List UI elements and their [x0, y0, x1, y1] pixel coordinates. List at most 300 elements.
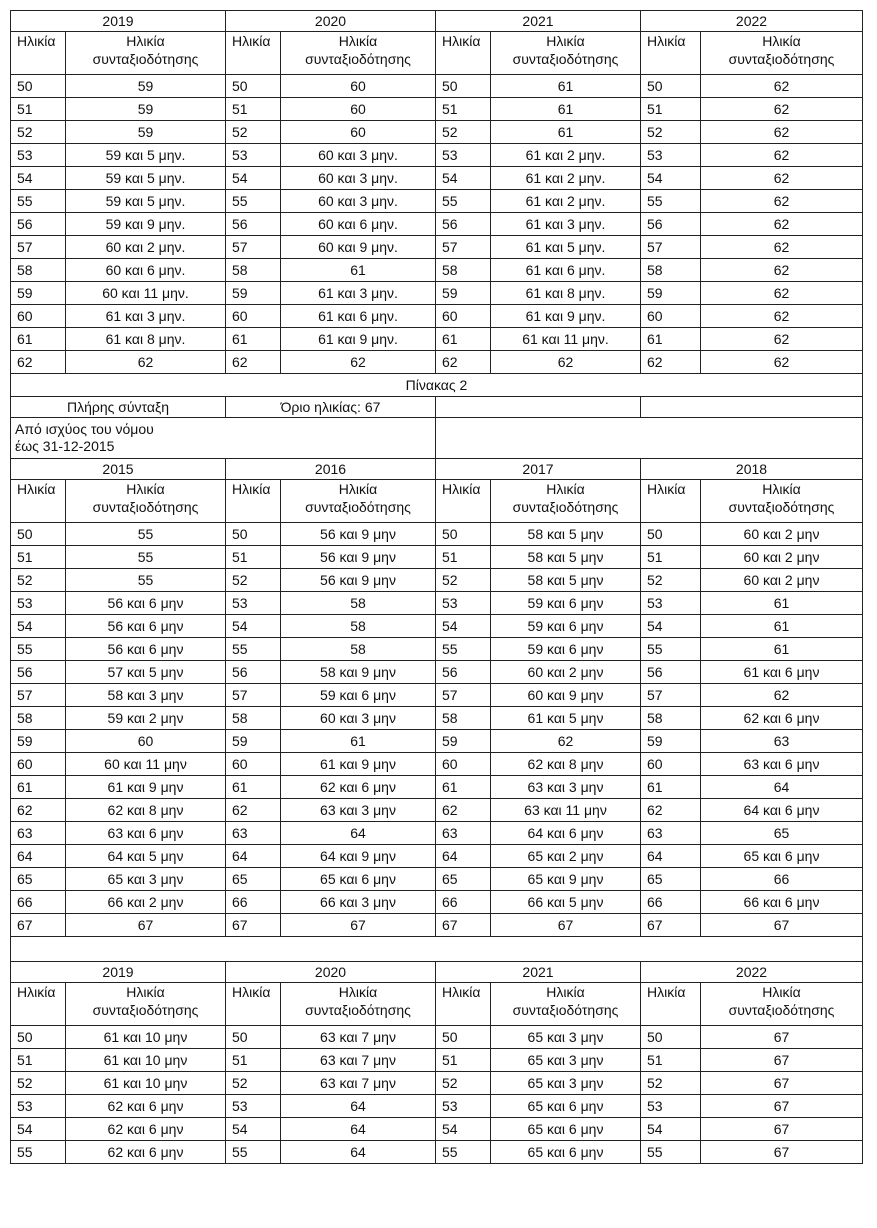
age-cell: 55 — [226, 1141, 281, 1164]
pension-age-cell: 65 και 9 μην — [491, 868, 641, 891]
pension-age-cell: 62 και 8 μην — [491, 753, 641, 776]
pension-age-cell: 59 και 5 μην. — [66, 167, 226, 190]
table2-validity-row — [11, 418, 863, 459]
table-row — [11, 914, 863, 937]
pension-age-cell: 61 και 6 μην. — [281, 305, 436, 328]
age-cell: 63 — [436, 822, 491, 845]
pension-age-cell: 61 και 3 μην. — [66, 305, 226, 328]
age-cell: 56 — [641, 661, 701, 684]
age-cell: 60 — [226, 305, 281, 328]
table-row — [11, 776, 863, 799]
age-cell: 60 — [11, 305, 66, 328]
pension-age-cell: 62 και 6 μην — [701, 707, 863, 730]
pension-age-cell: 62 — [701, 282, 863, 305]
age-cell: 51 — [436, 1049, 491, 1072]
age-cell: 61 — [11, 328, 66, 351]
column-header-pension-age — [491, 32, 641, 75]
empty-cell — [436, 397, 641, 418]
pension-age-cell: 57 και 5 μην — [66, 661, 226, 684]
pension-age-cell: 61 και 11 μην. — [491, 328, 641, 351]
pension-age-cell: 61 και 8 μην. — [491, 282, 641, 305]
pension-age-cell: 60 και 3 μην — [281, 707, 436, 730]
table-row — [11, 213, 863, 236]
age-cell: 67 — [641, 914, 701, 937]
age-cell: 50 — [226, 523, 281, 546]
pension-age-cell: 66 και 6 μην — [701, 891, 863, 914]
year-header: 2020 — [226, 11, 436, 32]
age-cell: 60 — [11, 753, 66, 776]
pension-age-cell: 62 και 6 μην — [66, 1095, 226, 1118]
age-cell: 58 — [436, 707, 491, 730]
validity-line: Από ισχύος του νόμου — [15, 421, 154, 437]
pension-age-cell: 65 και 6 μην — [701, 845, 863, 868]
pension-age-cell: 61 και 6 μην. — [491, 259, 641, 282]
header-line: Ηλικία — [546, 984, 585, 1000]
pension-age-cell: 65 και 3 μην — [491, 1049, 641, 1072]
age-cell: 63 — [641, 822, 701, 845]
pension-age-cell: 67 — [701, 1026, 863, 1049]
age-cell: 57 — [641, 684, 701, 707]
pension-age-cell: 58 — [281, 592, 436, 615]
age-cell: 52 — [11, 569, 66, 592]
age-cell: 55 — [11, 190, 66, 213]
age-cell: 62 — [436, 799, 491, 822]
table-row — [11, 351, 863, 374]
pension-age-cell: 67 — [701, 1049, 863, 1072]
column-header-age: Ηλικία — [226, 32, 281, 75]
pension-age-cell: 59 — [66, 75, 226, 98]
column-header-pension-age — [281, 480, 436, 523]
pension-age-cell: 58 και 5 μην — [491, 523, 641, 546]
age-cell: 57 — [641, 236, 701, 259]
age-cell: 57 — [226, 236, 281, 259]
header-line: Ηλικία — [126, 481, 165, 497]
column-header-pension-age — [66, 32, 226, 75]
pension-age-cell: 65 και 6 μην — [491, 1118, 641, 1141]
pension-age-cell: 61 και 10 μην — [66, 1049, 226, 1072]
pension-age-cell: 62 — [701, 328, 863, 351]
header-line: Ηλικία — [338, 481, 378, 497]
age-cell: 54 — [11, 615, 66, 638]
age-cell: 52 — [641, 1072, 701, 1095]
table-row — [11, 144, 863, 167]
table-title: Πίνακας 2 — [11, 374, 863, 397]
table-row — [11, 546, 863, 569]
age-cell: 51 — [436, 546, 491, 569]
pension-age-cell: 59 και 9 μην. — [66, 213, 226, 236]
age-cell: 67 — [436, 914, 491, 937]
table-row — [11, 305, 863, 328]
header-line: συνταξιοδότησης — [728, 51, 835, 67]
age-cell: 55 — [11, 1141, 66, 1164]
pension-age-cell: 56 και 6 μην — [66, 638, 226, 661]
column-header-pension-age — [66, 480, 226, 523]
age-cell: 54 — [436, 167, 491, 190]
age-cell: 54 — [11, 167, 66, 190]
table2-info-row — [11, 397, 863, 418]
pension-age-cell: 65 και 6 μην — [491, 1095, 641, 1118]
age-cell: 66 — [11, 891, 66, 914]
age-cell: 58 — [641, 707, 701, 730]
age-cell: 50 — [641, 1026, 701, 1049]
header-line: συνταξιοδότησης — [305, 1002, 411, 1018]
age-cell: 51 — [641, 1049, 701, 1072]
pension-age-cell: 65 και 3 μην — [66, 868, 226, 891]
table-row — [11, 638, 863, 661]
pension-age-cell: 60 και 9 μην — [491, 684, 641, 707]
full-pension-label: Πλήρης σύνταξη — [11, 397, 226, 418]
pension-age-cell: 60 — [66, 730, 226, 753]
pension-age-cell: 66 — [701, 868, 863, 891]
pension-age-cell: 59 και 6 μην — [491, 592, 641, 615]
pension-age-cell: 61 και 6 μην — [701, 661, 863, 684]
header-line: Ηλικία — [762, 984, 801, 1000]
age-cell: 57 — [11, 236, 66, 259]
age-cell: 54 — [226, 615, 281, 638]
age-cell: 63 — [11, 822, 66, 845]
age-cell: 51 — [226, 546, 281, 569]
age-cell: 51 — [226, 98, 281, 121]
table-row — [11, 891, 863, 914]
age-cell: 59 — [436, 730, 491, 753]
age-cell: 62 — [11, 799, 66, 822]
age-cell: 58 — [226, 707, 281, 730]
header-line: συνταξιοδότησης — [92, 51, 199, 67]
age-cell: 54 — [436, 615, 491, 638]
pension-age-cell: 62 — [491, 730, 641, 753]
age-cell: 62 — [226, 351, 281, 374]
age-cell: 57 — [11, 684, 66, 707]
age-cell: 53 — [641, 144, 701, 167]
age-cell: 53 — [436, 1095, 491, 1118]
table-row — [11, 121, 863, 144]
pension-age-cell: 67 — [701, 1072, 863, 1095]
age-cell: 54 — [436, 1118, 491, 1141]
pension-age-cell: 67 — [491, 914, 641, 937]
pension-age-cell: 59 — [66, 98, 226, 121]
pension-age-cell: 64 — [281, 1141, 436, 1164]
year-header: 2022 — [641, 962, 863, 983]
pension-age-cell: 56 και 6 μην — [66, 615, 226, 638]
pension-age-cell: 64 και 5 μην — [66, 845, 226, 868]
pension-age-cell: 67 — [701, 1095, 863, 1118]
age-cell: 60 — [436, 753, 491, 776]
pension-age-cell: 64 — [281, 822, 436, 845]
pension-age-cell: 60 και 3 μην. — [281, 144, 436, 167]
age-cell: 52 — [436, 1072, 491, 1095]
age-cell: 66 — [641, 891, 701, 914]
age-cell: 54 — [226, 167, 281, 190]
pension-age-cell: 64 και 6 μην — [491, 822, 641, 845]
pension-age-cell: 62 και 6 μην — [66, 1141, 226, 1164]
pension-age-cell: 59 και 6 μην — [281, 684, 436, 707]
pension-age-cell: 66 και 3 μην — [281, 891, 436, 914]
table-row — [11, 190, 863, 213]
age-cell: 66 — [226, 891, 281, 914]
pension-age-cell: 56 και 6 μην — [66, 592, 226, 615]
column-header-row — [11, 983, 863, 1026]
pension-age-cell: 65 — [701, 822, 863, 845]
pension-age-cell: 61 — [281, 259, 436, 282]
age-cell: 53 — [226, 592, 281, 615]
age-cell: 50 — [641, 75, 701, 98]
spacer-row — [11, 937, 863, 962]
pension-age-cell: 62 — [701, 236, 863, 259]
table-row — [11, 1072, 863, 1095]
pension-age-cell: 61 και 9 μην. — [281, 328, 436, 351]
pension-age-cell: 60 και 9 μην. — [281, 236, 436, 259]
age-cell: 65 — [226, 868, 281, 891]
age-cell: 56 — [436, 661, 491, 684]
year-header: 2019 — [11, 962, 226, 983]
pension-age-cell: 62 — [701, 351, 863, 374]
pension-age-cell: 59 και 6 μην — [491, 638, 641, 661]
pension-age-cell: 61 και 8 μην. — [66, 328, 226, 351]
year-header: 2022 — [641, 11, 863, 32]
age-cell: 62 — [641, 351, 701, 374]
age-cell: 55 — [436, 190, 491, 213]
pension-age-cell: 63 και 3 μην — [281, 799, 436, 822]
pension-age-cell: 61 — [701, 592, 863, 615]
header-line: Ηλικία — [338, 984, 378, 1000]
pension-age-cell: 61 και 10 μην — [66, 1026, 226, 1049]
pension-age-cell: 59 και 5 μην. — [66, 190, 226, 213]
pension-age-cell: 56 και 9 μην — [281, 546, 436, 569]
pension-age-cell: 58 και 5 μην — [491, 569, 641, 592]
age-cell: 53 — [641, 1095, 701, 1118]
age-cell: 59 — [226, 282, 281, 305]
column-header-age: Ηλικία — [436, 32, 491, 75]
validity-label — [11, 418, 436, 459]
year-header: 2020 — [226, 962, 436, 983]
year-header: 2015 — [11, 459, 226, 480]
table-row — [11, 259, 863, 282]
header-line: Ηλικία — [546, 33, 585, 49]
pension-age-cell: 60 και 6 μην. — [281, 213, 436, 236]
pension-age-cell: 60 — [281, 98, 436, 121]
age-cell: 50 — [11, 523, 66, 546]
pension-age-cell: 58 και 3 μην — [66, 684, 226, 707]
pension-age-cell: 65 και 6 μην — [491, 1141, 641, 1164]
empty-cell — [641, 397, 863, 418]
pension-age-cell: 64 — [701, 776, 863, 799]
pension-age-cell: 60 και 11 μην — [66, 753, 226, 776]
header-line: Ηλικία — [762, 481, 801, 497]
pension-age-cell: 66 και 5 μην — [491, 891, 641, 914]
age-cell: 61 — [436, 328, 491, 351]
age-cell: 53 — [436, 144, 491, 167]
age-cell: 52 — [226, 569, 281, 592]
pension-age-cell: 63 και 7 μην — [281, 1072, 436, 1095]
age-cell: 55 — [641, 190, 701, 213]
pension-age-cell: 59 και 5 μην. — [66, 144, 226, 167]
pension-age-cell: 62 και 6 μην — [281, 776, 436, 799]
pension-age-cell: 58 — [281, 615, 436, 638]
age-cell: 60 — [226, 753, 281, 776]
age-cell: 59 — [11, 730, 66, 753]
pension-age-cell: 62 — [701, 190, 863, 213]
pension-age-cell: 63 και 6 μην — [701, 753, 863, 776]
age-cell: 56 — [11, 661, 66, 684]
header-line: Ηλικία — [546, 481, 585, 497]
age-cell: 55 — [436, 638, 491, 661]
age-cell: 65 — [641, 868, 701, 891]
column-header-pension-age — [281, 32, 436, 75]
age-cell: 55 — [226, 638, 281, 661]
age-cell: 66 — [436, 891, 491, 914]
table-row — [11, 661, 863, 684]
pension-age-cell: 63 και 7 μην — [281, 1026, 436, 1049]
pension-age-cell: 58 και 5 μην — [491, 546, 641, 569]
table-row — [11, 1141, 863, 1164]
age-cell: 56 — [226, 213, 281, 236]
table-row — [11, 1026, 863, 1049]
age-cell: 56 — [436, 213, 491, 236]
table-row — [11, 236, 863, 259]
pension-age-cell: 61 και 9 μην — [66, 776, 226, 799]
header-line: Ηλικία — [126, 33, 165, 49]
age-cell: 52 — [436, 569, 491, 592]
age-cell: 54 — [641, 167, 701, 190]
pension-age-cell: 60 — [281, 75, 436, 98]
pension-age-cell: 64 και 6 μην — [701, 799, 863, 822]
pension-age-cell: 61 — [491, 75, 641, 98]
table-row — [11, 730, 863, 753]
pension-age-cell: 61 — [281, 730, 436, 753]
validity-line: έως 31-12-2015 — [15, 438, 115, 454]
age-cell: 52 — [641, 121, 701, 144]
year-header: 2017 — [436, 459, 641, 480]
age-cell: 51 — [641, 546, 701, 569]
column-header-age: Ηλικία — [641, 32, 701, 75]
pension-age-cell: 60 και 2 μην — [491, 661, 641, 684]
pension-age-cell: 60 και 2 μην — [701, 546, 863, 569]
column-header-pension-age — [491, 480, 641, 523]
table-row — [11, 282, 863, 305]
age-cell: 50 — [11, 1026, 66, 1049]
age-cell: 59 — [641, 282, 701, 305]
age-cell: 60 — [641, 305, 701, 328]
age-cell: 65 — [436, 868, 491, 891]
pension-age-cell: 67 — [701, 1118, 863, 1141]
table-row — [11, 822, 863, 845]
age-cell: 52 — [436, 121, 491, 144]
age-cell: 50 — [226, 1026, 281, 1049]
pension-age-cell: 59 και 2 μην — [66, 707, 226, 730]
pension-age-cell: 58 και 9 μην — [281, 661, 436, 684]
age-cell: 65 — [11, 868, 66, 891]
age-cell: 61 — [641, 328, 701, 351]
age-cell: 64 — [11, 845, 66, 868]
age-cell: 50 — [641, 523, 701, 546]
age-limit-label: Όριο ηλικίας: 67 — [226, 397, 436, 418]
pension-age-cell: 63 και 7 μην — [281, 1049, 436, 1072]
pension-age-cell: 62 και 8 μην — [66, 799, 226, 822]
column-header-age: Ηλικία — [436, 983, 491, 1026]
age-cell: 52 — [11, 1072, 66, 1095]
pension-age-cell: 55 — [66, 523, 226, 546]
pension-age-cell: 61 και 5 μην — [491, 707, 641, 730]
column-header-age: Ηλικία — [641, 480, 701, 523]
age-cell: 50 — [11, 75, 66, 98]
pension-age-cell: 65 και 3 μην — [491, 1072, 641, 1095]
pension-age-cell: 60 και 3 μην. — [281, 167, 436, 190]
pension-age-cell: 65 και 3 μην — [491, 1026, 641, 1049]
age-cell: 56 — [226, 661, 281, 684]
pension-age-cell: 63 και 3 μην — [491, 776, 641, 799]
column-header-pension-age — [701, 983, 863, 1026]
pension-age-cell: 62 — [701, 213, 863, 236]
pension-age-cell: 62 — [701, 684, 863, 707]
table-row — [11, 615, 863, 638]
pension-age-cell: 67 — [701, 1141, 863, 1164]
age-cell: 55 — [11, 638, 66, 661]
age-cell: 53 — [641, 592, 701, 615]
column-header-age: Ηλικία — [11, 32, 66, 75]
header-line: συνταξιοδότησης — [92, 499, 199, 515]
table-row — [11, 1049, 863, 1072]
table-row — [11, 592, 863, 615]
table-row — [11, 75, 863, 98]
age-cell: 54 — [641, 615, 701, 638]
header-line: Ηλικία — [762, 33, 801, 49]
pension-age-cell: 63 και 11 μην — [491, 799, 641, 822]
pension-age-cell: 66 και 2 μην — [66, 891, 226, 914]
column-header-pension-age — [701, 32, 863, 75]
table-row — [11, 684, 863, 707]
age-cell: 61 — [641, 776, 701, 799]
table-row — [11, 1095, 863, 1118]
header-line: συνταξιοδότησης — [92, 1002, 199, 1018]
age-cell: 55 — [226, 190, 281, 213]
age-cell: 50 — [436, 75, 491, 98]
age-cell: 51 — [11, 546, 66, 569]
pension-age-cell: 62 — [701, 144, 863, 167]
table-row — [11, 328, 863, 351]
age-cell: 52 — [226, 121, 281, 144]
table-body — [11, 11, 863, 1164]
column-header-row — [11, 480, 863, 523]
header-line: συνταξιοδότησης — [728, 1002, 835, 1018]
pension-age-document — [10, 10, 862, 1164]
age-cell: 58 — [11, 707, 66, 730]
pension-age-cell: 60 και 6 μην. — [66, 259, 226, 282]
pension-age-cell: 59 — [66, 121, 226, 144]
pension-age-cell: 59 και 6 μην — [491, 615, 641, 638]
age-cell: 50 — [436, 1026, 491, 1049]
pension-age-cell: 61 — [491, 121, 641, 144]
column-header-pension-age — [491, 983, 641, 1026]
pension-age-cell: 62 — [701, 75, 863, 98]
column-header-age: Ηλικία — [436, 480, 491, 523]
pension-age-cell: 64 — [281, 1118, 436, 1141]
pension-age-cell: 61 — [491, 98, 641, 121]
header-line: συνταξιοδότησης — [512, 1002, 619, 1018]
age-cell: 53 — [11, 592, 66, 615]
header-line: Ηλικία — [126, 984, 165, 1000]
age-cell: 67 — [226, 914, 281, 937]
age-cell: 64 — [436, 845, 491, 868]
age-cell: 60 — [436, 305, 491, 328]
age-cell: 52 — [641, 569, 701, 592]
age-cell: 53 — [436, 592, 491, 615]
pension-age-cell: 61 και 5 μην. — [491, 236, 641, 259]
pension-age-cell: 62 — [701, 259, 863, 282]
age-cell: 60 — [641, 753, 701, 776]
pension-age-cell: 63 και 6 μην — [66, 822, 226, 845]
age-cell: 54 — [641, 1118, 701, 1141]
age-cell: 58 — [11, 259, 66, 282]
